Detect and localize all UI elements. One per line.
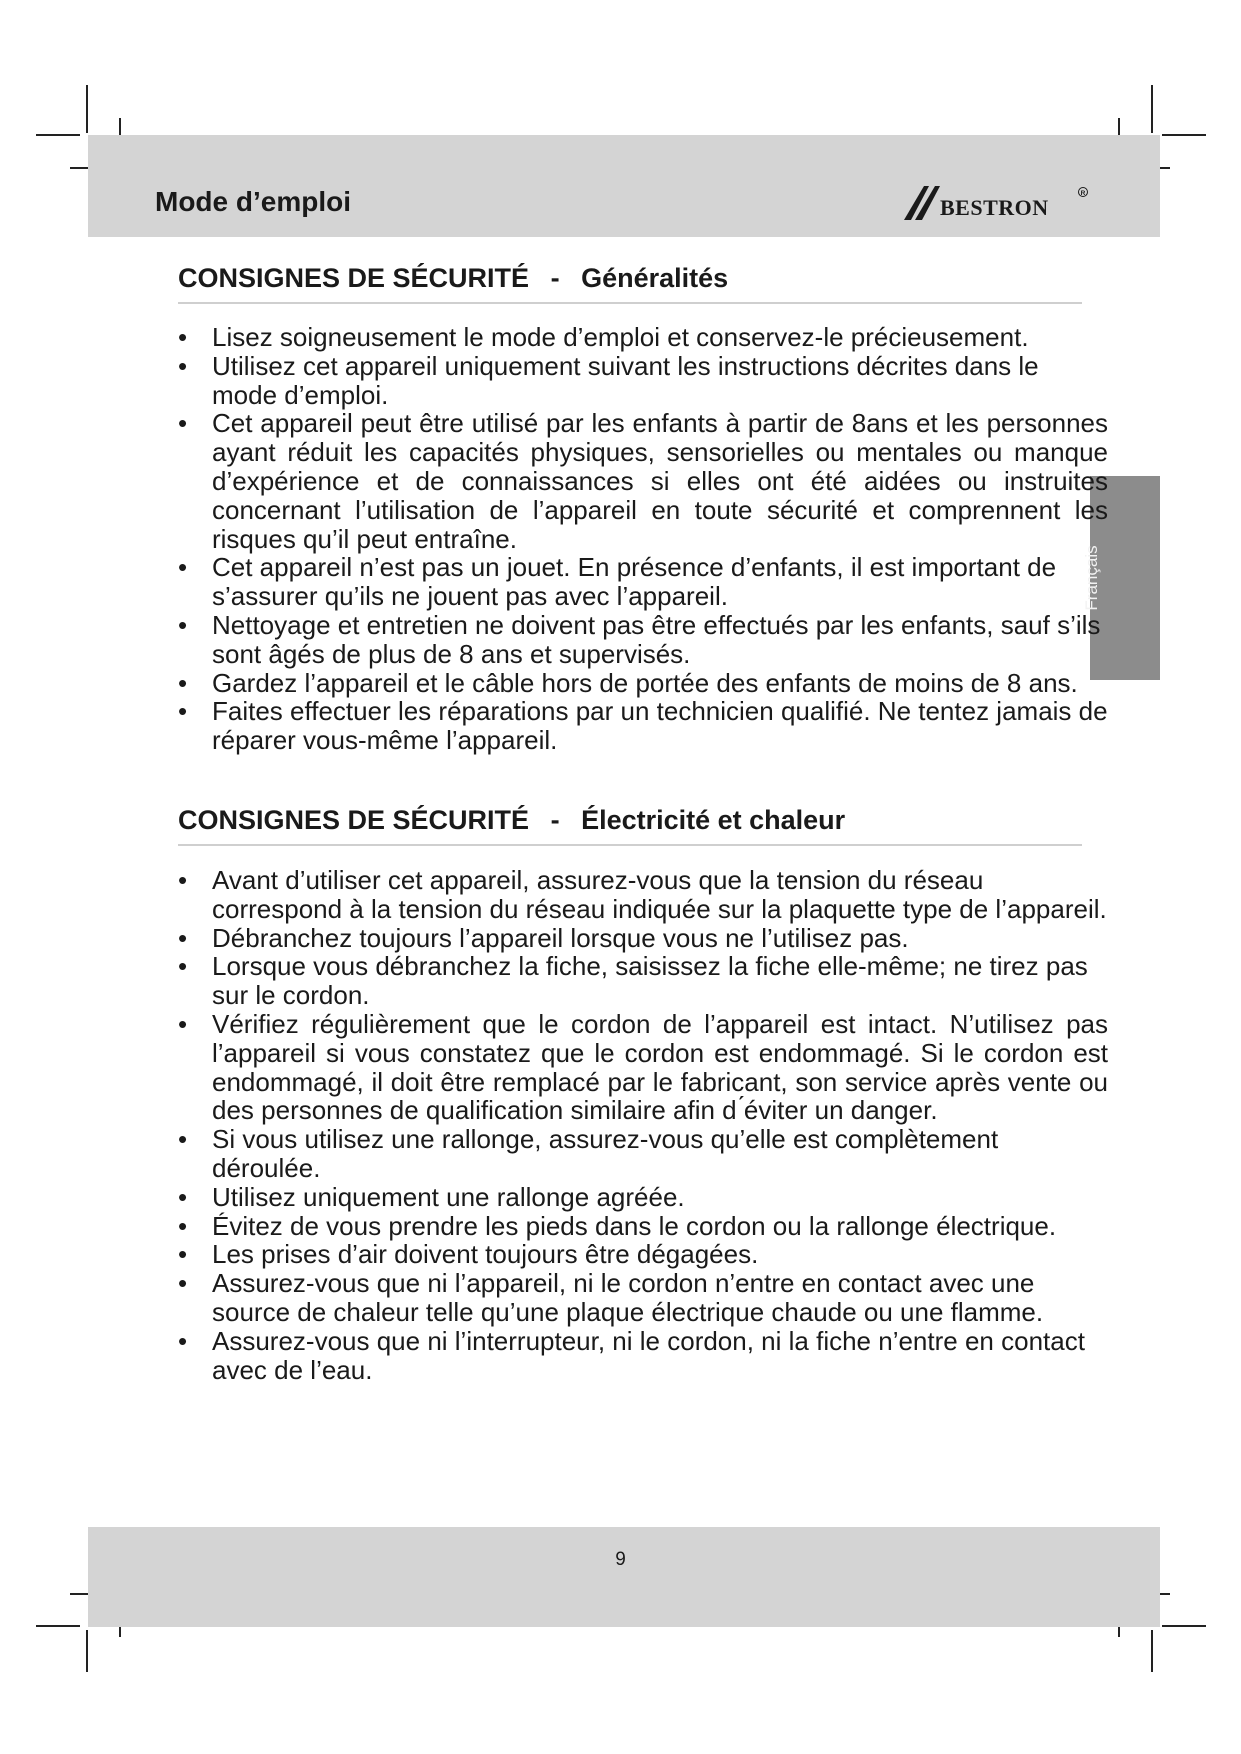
list-item: • Cet appareil peut être utilisé par les enfants à partir de 8ans et les personnes ayant réduit les capacités physiques, sensorielles ou mentales ou manque d’expérience et de connaissances si elles ont été aidées ou instruites concernant l’utilisation de l’appareil en toute sécurité et comprennent les risques qu’il peut entraîne.: [178, 409, 1108, 553]
list-item: • Lorsque vous débranchez la fiche, saisissez la fiche elle-même; ne tirez pas sur le cordon.: [178, 952, 1108, 1010]
section-subheading: Électricité et chaleur: [581, 805, 846, 835]
section-separator: -: [550, 805, 560, 835]
list-item: • Utilisez uniquement une rallonge agréée.: [178, 1183, 1108, 1212]
list-item: • Gardez l’appareil et le câble hors de portée des enfants de moins de 8 ans.: [178, 669, 1108, 698]
page-title: Mode d’emploi: [155, 186, 351, 217]
brand-wordmark: bestron: [940, 186, 1049, 222]
crop-mark: [1162, 134, 1206, 136]
list-item: • Lisez soigneusement le mode d’emploi et conservez-le précieusement.: [178, 323, 1108, 352]
section-title-electricity: [178, 805, 1082, 846]
list-item: • Cet appareil n’est pas un jouet. En présence d’enfants, il est important de s’assurer qu’ils ne jouent pas avec l’appareil.: [178, 553, 1108, 611]
list-item: • Si vous utilisez une rallonge, assurez-vous qu’elle est complètement déroulée.: [178, 1125, 1108, 1183]
crop-mark: [1162, 1625, 1206, 1627]
section-heading: CONSIGNES DE SÉCURITÉ: [178, 805, 530, 835]
section-subheading: Généralités: [581, 263, 729, 293]
list-item: • Nettoyage et entretien ne doivent pas être effectués par les enfants, sauf s’ils sont âgés de plus de 8 ans et supervisés.: [178, 611, 1108, 669]
crop-mark: [86, 85, 88, 133]
electricity-safety-list: [178, 866, 1108, 1384]
crop-mark: [36, 134, 80, 136]
section-heading: CONSIGNES DE SÉCURITÉ: [178, 263, 530, 293]
list-item: • Utilisez cet appareil uniquement suivant les instructions décrites dans le mode d’emploi.: [178, 352, 1108, 410]
crop-mark: [1151, 85, 1153, 133]
crop-mark: [1151, 1630, 1153, 1672]
list-item: • Évitez de vous prendre les pieds dans le cordon ou la rallonge électrique.: [178, 1212, 1108, 1241]
crop-mark: [86, 1630, 88, 1672]
list-item: • Assurez-vous que ni l’appareil, ni le cordon n’entre en contact avec une source de chaleur telle qu’une plaque électrique chaude ou une flamme.: [178, 1269, 1108, 1327]
brand-logo: [902, 180, 1092, 226]
list-item: • Faites effectuer les réparations par un technicien qualifié. Ne tentez jamais de réparer vous-même l’appareil.: [178, 697, 1108, 755]
footer-band: [88, 1527, 1160, 1627]
list-item: • Avant d’utiliser cet appareil, assurez-vous que la tension du réseau correspond à la tension du réseau indiquée sur la plaquette type de l’appareil.: [178, 866, 1108, 924]
language-tab-label: Français: [1082, 545, 1101, 611]
section-separator: -: [550, 263, 560, 293]
list-item: • Vérifiez régulièrement que le cordon de l’appareil est intact. N’utilisez pas l’appareil si vous constatez que le cordon est endommagé. Si le cordon est endommagé, il doit être remplacé par le fabricant, son service après vente ou des personnes de qualification similaire afin d ́éviter un danger.: [178, 1010, 1108, 1125]
general-safety-list: [178, 323, 1108, 755]
list-item: • Assurez-vous que ni l’interrupteur, ni le cordon, ni la fiche n’entre en contact avec de l’eau.: [178, 1327, 1108, 1385]
svg-text:R: R: [1080, 190, 1086, 197]
list-item: • Les prises d’air doivent toujours être dégagées.: [178, 1240, 1108, 1269]
section-title-general: [178, 263, 1082, 304]
page-number: 9: [615, 1549, 626, 1570]
list-item: • Débranchez toujours l’appareil lorsque vous ne l’utilisez pas.: [178, 924, 1108, 953]
crop-mark: [36, 1625, 80, 1627]
